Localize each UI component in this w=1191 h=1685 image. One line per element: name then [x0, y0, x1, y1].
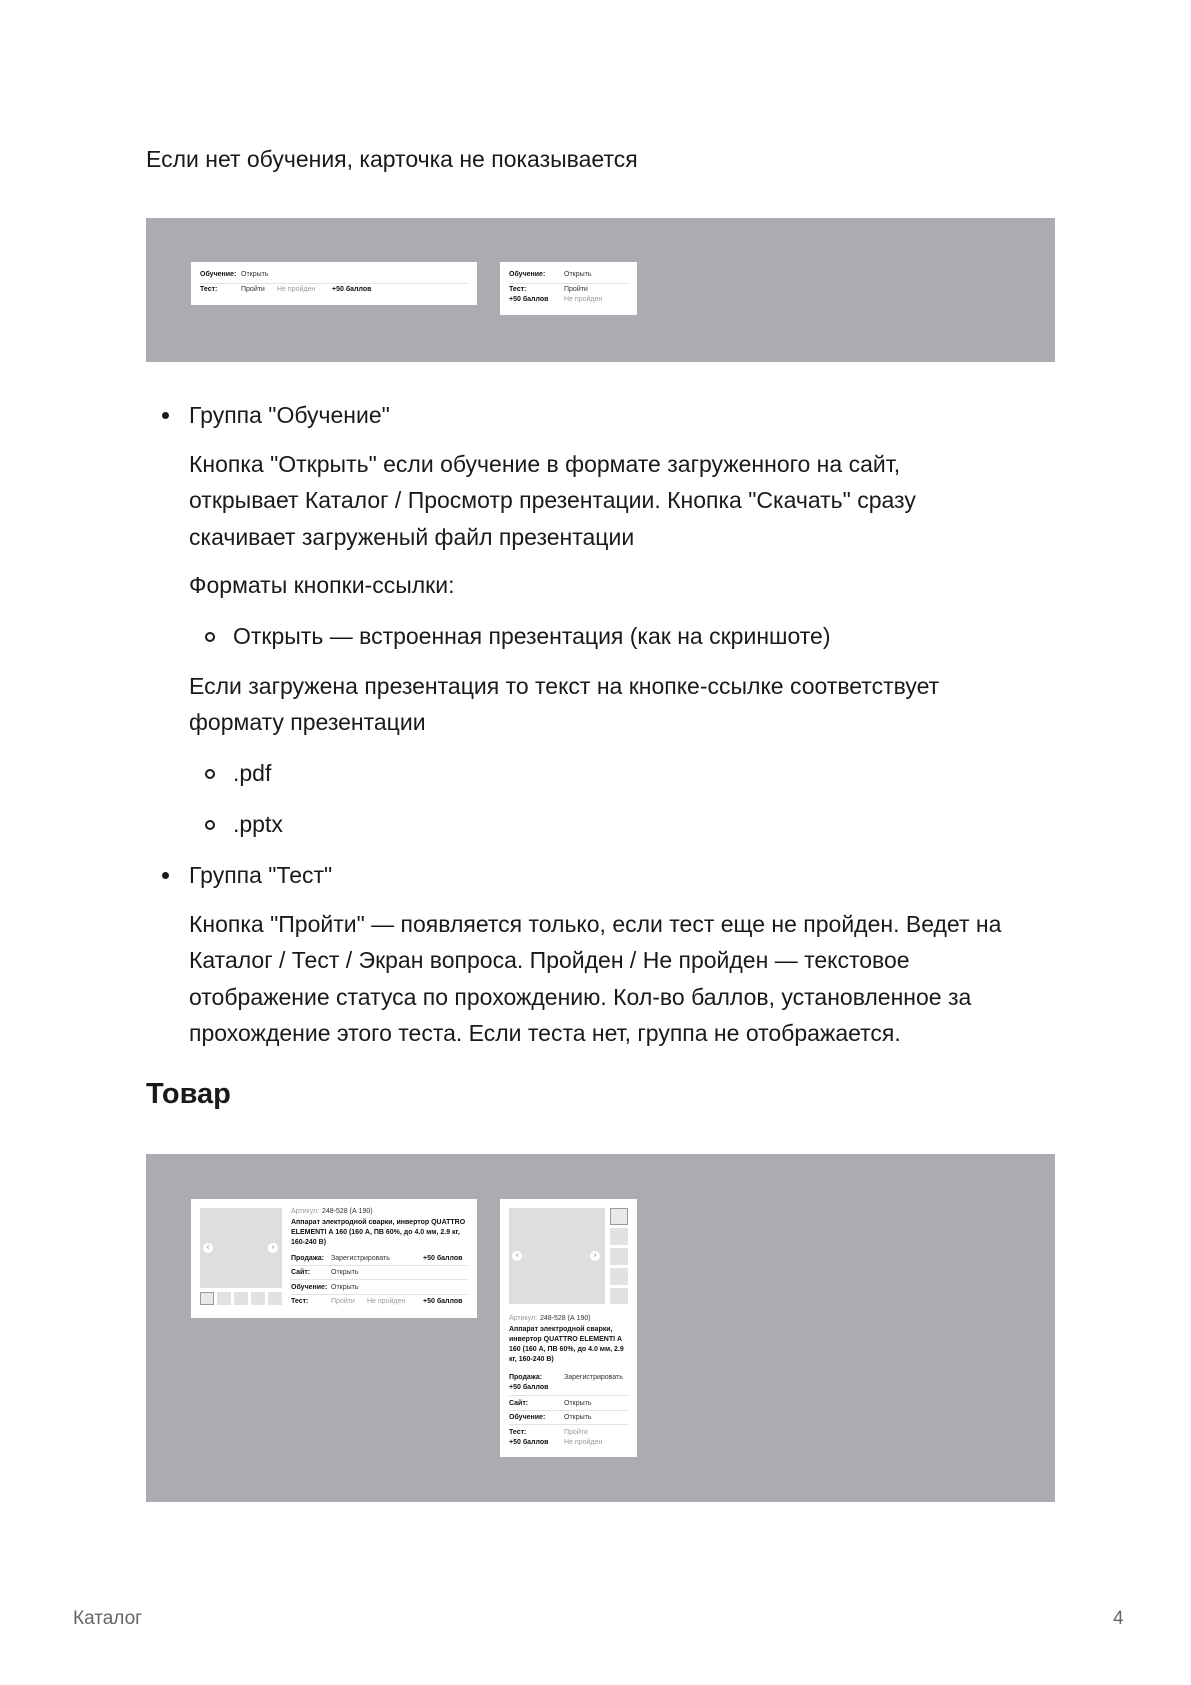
test-label: Тест: [509, 286, 527, 293]
thumbnail[interactable] [200, 1292, 214, 1305]
thumbnail[interactable] [268, 1292, 282, 1305]
product-heading: Товар [146, 1078, 231, 1110]
product-panel [146, 1154, 1055, 1502]
formats-title: Форматы кнопки-ссылки: [189, 572, 455, 598]
sale-label: Продажа: [509, 1374, 543, 1381]
site-open-link[interactable]: Открыть [331, 1269, 359, 1276]
sale-label: Продажа: [291, 1255, 325, 1262]
test-status: Не пройден [367, 1298, 406, 1305]
test-para-line: Каталог / Тест / Экран вопроса. Пройден / Не пройден — текстовое [189, 947, 910, 973]
sku-label: Артикул: [509, 1315, 538, 1322]
chevron-right-icon[interactable]: › [590, 1251, 600, 1261]
test-points: +50 баллов [423, 1298, 463, 1305]
site-label: Сайт: [291, 1269, 311, 1276]
chevron-right-icon[interactable]: › [268, 1243, 278, 1253]
education-para-line: скачивает загруженый файл презентации [189, 524, 635, 550]
sku-value: 248-528 (А 190) [322, 1208, 373, 1215]
test-status: Не пройден [277, 286, 316, 293]
education-label: Обучение: [509, 271, 546, 278]
education-open-link[interactable]: Открыть [331, 1284, 359, 1291]
product-name-line: кг, 160-240 В) [509, 1356, 554, 1363]
education-label: Обучение: [509, 1414, 546, 1421]
thumbnail[interactable] [610, 1288, 628, 1304]
bullet-dot [162, 412, 169, 419]
thumbnail[interactable] [234, 1292, 248, 1305]
sale-points: +50 баллов [423, 1255, 463, 1262]
education-para-line: открывает Каталог / Просмотр презентации. Кнопка "Скачать" сразу [189, 487, 916, 513]
product-card-wide [191, 1199, 477, 1318]
test-label: Тест: [509, 1429, 527, 1436]
test-points: +50 баллов [509, 296, 549, 303]
test-pass-link[interactable]: Пройти [331, 1298, 355, 1305]
product-name-line: Аппарат электродной сварки, инвертор QUATTRO [291, 1219, 466, 1226]
sku-value: 248-528 (А 190) [540, 1315, 591, 1322]
test-points: +50 баллов [332, 286, 372, 293]
education-para-line: формату презентации [189, 709, 426, 735]
test-pass-link[interactable]: Пройти [564, 286, 588, 293]
test-label: Тест: [200, 286, 218, 293]
thumbnail[interactable] [610, 1268, 628, 1285]
test-status: Не пройден [564, 1439, 603, 1446]
test-points: +50 баллов [509, 1439, 549, 1446]
test-para-line: Кнопка "Пройти" — появляется только, если тест еще не пройден. Ведет на [189, 911, 1002, 937]
education-para-line: Кнопка "Открыть" если обучение в формате загруженного на сайт, [189, 451, 901, 477]
test-pass-link[interactable]: Пройти [241, 286, 265, 293]
product-name-line: ELEMENTI А 160 (160 А, ПВ 60%, до 4.0 мм, 2.9 кг, [291, 1229, 460, 1236]
test-label: Тест: [291, 1298, 309, 1305]
education-open-link[interactable]: Открыть [564, 1414, 592, 1421]
test-status: Не пройден [564, 296, 603, 303]
page-number: 4 [1113, 1608, 1124, 1629]
education-label: Обучение: [291, 1284, 328, 1291]
education-open-link[interactable]: Открыть [241, 271, 269, 278]
thumbnail[interactable] [251, 1292, 265, 1305]
education-para-line: Если загружена презентация то текст на кнопке-ссылке соответствует [189, 673, 940, 699]
thumbnail[interactable] [610, 1248, 628, 1265]
product-name-line: Аппарат электродной сварки, [509, 1326, 613, 1333]
product-name-line: 160 (160 А, ПВ 60%, до 4.0 мм, 2.9 [509, 1346, 624, 1353]
test-pass-link[interactable]: Пройти [564, 1429, 588, 1436]
sale-register-link[interactable]: Зарегистрировать [564, 1374, 623, 1381]
education-group-heading: Группа "Обучение" [189, 402, 390, 428]
test-para-line: отображение статуса по прохождению. Кол-во баллов, установленное за [189, 984, 972, 1010]
test-para-line: прохождение этого теста. Если теста нет, группа не отображается. [189, 1020, 901, 1046]
product-card-narrow [500, 1199, 637, 1457]
product-name-line: 160-240 В) [291, 1239, 327, 1246]
chevron-left-icon[interactable]: ‹ [512, 1251, 522, 1261]
education-label: Обучение: [200, 271, 237, 278]
thumbnail[interactable] [610, 1228, 628, 1245]
sale-register-link[interactable]: Зарегистрировать [331, 1255, 390, 1262]
sub-bullet [205, 769, 215, 779]
thumbnail[interactable] [610, 1208, 628, 1225]
no-education-panel [146, 218, 1055, 362]
product-name-line: инвертор QUATTRO ELEMENTI А [509, 1336, 623, 1343]
chevron-left-icon[interactable]: ‹ [203, 1243, 213, 1253]
bullet-dot [162, 872, 169, 879]
format-item: Открыть — встроенная презентация (как на скриншоте) [233, 623, 831, 649]
intro-text: Если нет обучения, карточка не показывается [146, 146, 638, 172]
mini-card-wide [191, 262, 477, 305]
sub-bullet [205, 632, 215, 642]
sale-points: +50 баллов [509, 1384, 549, 1391]
site-open-link[interactable]: Открыть [564, 1400, 592, 1407]
education-open-link[interactable]: Открыть [564, 271, 592, 278]
footer-doc-title: Каталог [73, 1608, 143, 1629]
sub-bullet [205, 820, 215, 830]
sku-label: Артикул: [291, 1208, 320, 1215]
site-label: Сайт: [509, 1400, 529, 1407]
format-ext-pdf: .pdf [233, 760, 272, 786]
thumbnail[interactable] [217, 1292, 231, 1305]
test-group-heading: Группа "Тест" [189, 862, 333, 888]
mini-card-narrow [500, 262, 637, 315]
format-ext-pptx: .pptx [233, 811, 283, 837]
